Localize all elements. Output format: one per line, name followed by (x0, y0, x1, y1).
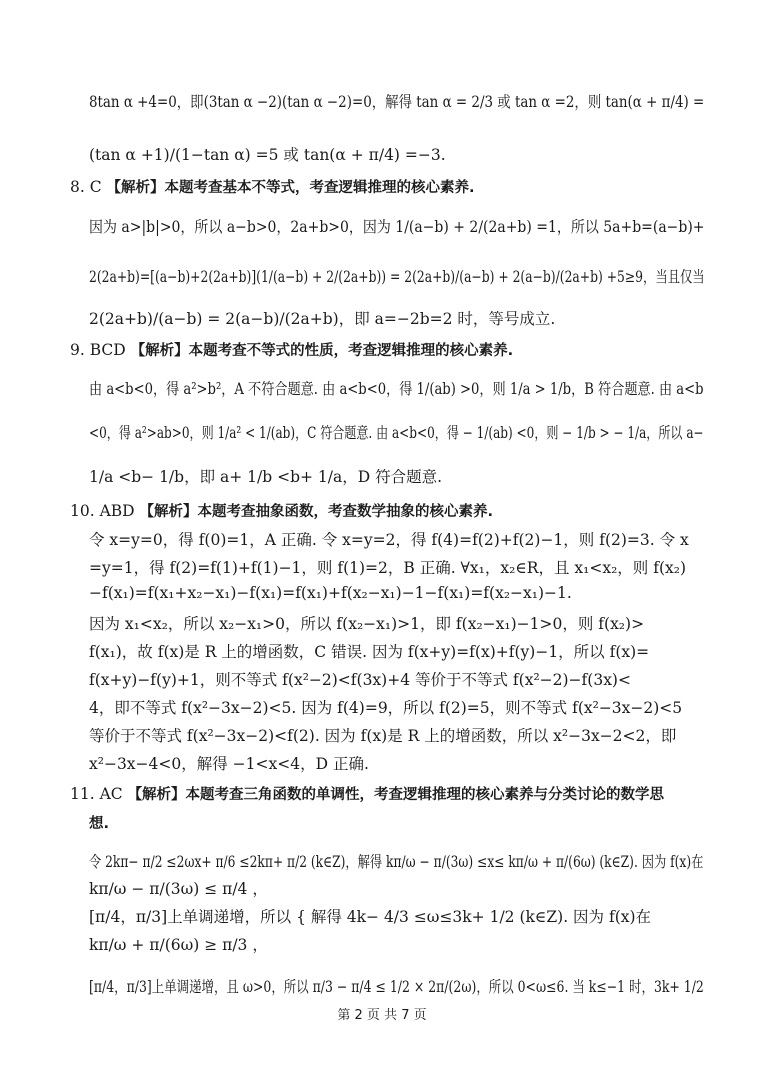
solution-text-line: [π/4，π/3]上单调递增，且 ω>0，所以 π/3 − π/4 ≤ 1/2 × 2π/(2ω)，所以 0<ω≤6. 当 k≤−1 时，3k+ 1/2 (89, 978, 704, 996)
solution-text-line: 因为 a>|b|>0，所以 a−b>0，2a+b>0，因为 1/(a−b) + 2/(2a+b) =1，所以 5a+b=(a−b)+ (89, 218, 705, 236)
solution-text-line: =y=1，得 f(2)=f(1)+f(1)−1，则 f(1)=2，B 正确. ∀x₁，x₂∈R，且 x₁<x₂，则 f(x₂) (89, 559, 687, 577)
page-footer: 第 2 页 共 7 页 (337, 1008, 427, 1023)
solution-text-line: 由 a<b<0，得 a²>b²，A 不符合题意. 由 a<b<0，得 1/(ab) >0，则 1/a > 1/b，B 符合题意. 由 a<b (89, 380, 704, 398)
solution-text-line: 4，即不等式 f(x²−3x−2)<5. 因为 f(4)=9，所以 f(2)=5，则不等式 f(x²−3x−2)<5 (89, 699, 683, 717)
solution-text-line: kπ/ω + π/(6ω) ≥ π/3 ， (89, 936, 268, 954)
solution-text-line: f(x+y)−f(y)+1，则不等式 f(x²−2)<f(3x)+4 等价于不等式 f(x²−2)−f(3x)< (89, 671, 631, 689)
question-heading (70, 783, 664, 804)
solution-text-line: kπ/ω − π/(3ω) ≤ π/4 ， (89, 880, 268, 898)
solution-text-line: 等价于不等式 f(x²−3x−2)<f(2). 因为 f(x)是 R 上的增函数，所以 x²−3x−2<2，即 (89, 727, 677, 745)
solution-text-line: 8tan α +4=0，即(3tan α −2)(tan α −2)=0，解得 tan α = 2/3 或 tan α =2，则 tan(α + π/4) = (89, 93, 705, 111)
analysis-label: 想. (89, 816, 110, 832)
solution-text-line: 令 2kπ− π/2 ≤2ωx+ π/6 ≤2kπ+ π/2 (k∈Z)，解得 kπ/ω − π/(3ω) ≤x≤ kπ/ω + π/(6ω) (k∈Z). 因为 f(x)在 (89, 853, 704, 871)
solution-text-line: f(x₁)，故 f(x)是 R 上的增函数，C 错误. 因为 f(x+y)=f(x)+f(y)−1，所以 f(x)= (89, 643, 650, 661)
solution-text-line: 令 x=y=0，得 f(0)=1，A 正确. 令 x=y=2，得 f(4)=f(2)+f(2)−1，则 f(2)=3. 令 x (89, 531, 689, 549)
question-number: 10. ABD (70, 502, 140, 520)
solution-text-line: 2(2a+b)/(a−b) = 2(a−b)/(2a+b)，即 a=−2b=2 时，等号成立. (89, 310, 556, 328)
solution-text-line: <0，得 a²>ab>0，则 1/a² < 1/(ab)，C 符合题意. 由 a<b<0，得 − 1/(ab) <0，则 − 1/b > − 1/a，所以 a− (89, 424, 704, 442)
analysis-label: 【解析】本题考查三角函数的单调性，考查逻辑推理的核心素养与分类讨论的数学思 (127, 787, 665, 803)
solution-text-line: 因为 x₁<x₂，所以 x₂−x₁>0，所以 f(x₂−x₁)>1，即 f(x₂−x₁)−1>0，则 f(x₂)> (89, 615, 645, 633)
solution-text-line: x²−3x−4<0，解得 −1<x<4，D 正确. (89, 755, 369, 773)
question-number: 8. C (70, 178, 107, 196)
question-heading (70, 500, 493, 521)
analysis-label: 【解析】本题考查抽象函数，考查数学抽象的核心素养. (139, 504, 494, 520)
solution-text-line: 2(2a+b)=[(a−b)+2(2a+b)](1/(a−b) + 2/(2a+b)) = 2(2a+b)/(a−b) + 2(a−b)/(2a+b) +5≥9，当且仅当 (89, 268, 705, 286)
question-heading (89, 812, 109, 833)
question-heading (70, 176, 475, 197)
solution-text-line: (tan α +1)/(1−tan α) =5 或 tan(α + π/4) =−3. (89, 146, 446, 164)
analysis-label: 【解析】本题考查不等式的性质，考查逻辑推理的核心素养. (130, 343, 514, 359)
question-number: 9. BCD (70, 341, 131, 359)
analysis-label: 【解析】本题考查基本不等式，考查逻辑推理的核心素养. (106, 180, 475, 196)
solution-text-line: 1/a <b− 1/b，即 a+ 1/b <b+ 1/a，D 符合题意. (89, 468, 443, 486)
question-heading (70, 339, 513, 360)
question-number: 11. AC (70, 785, 128, 803)
solution-text-line: −f(x₁)=f(x₁+x₂−x₁)−f(x₁)=f(x₁)+f(x₂−x₁)−1−f(x₁)=f(x₂−x₁)−1. (89, 584, 572, 602)
solution-text-line: [π/4，π/3]上单调递增，所以 { 解得 4k− 4/3 ≤ω≤3k+ 1/2 (k∈Z). 因为 f(x)在 (89, 908, 652, 926)
